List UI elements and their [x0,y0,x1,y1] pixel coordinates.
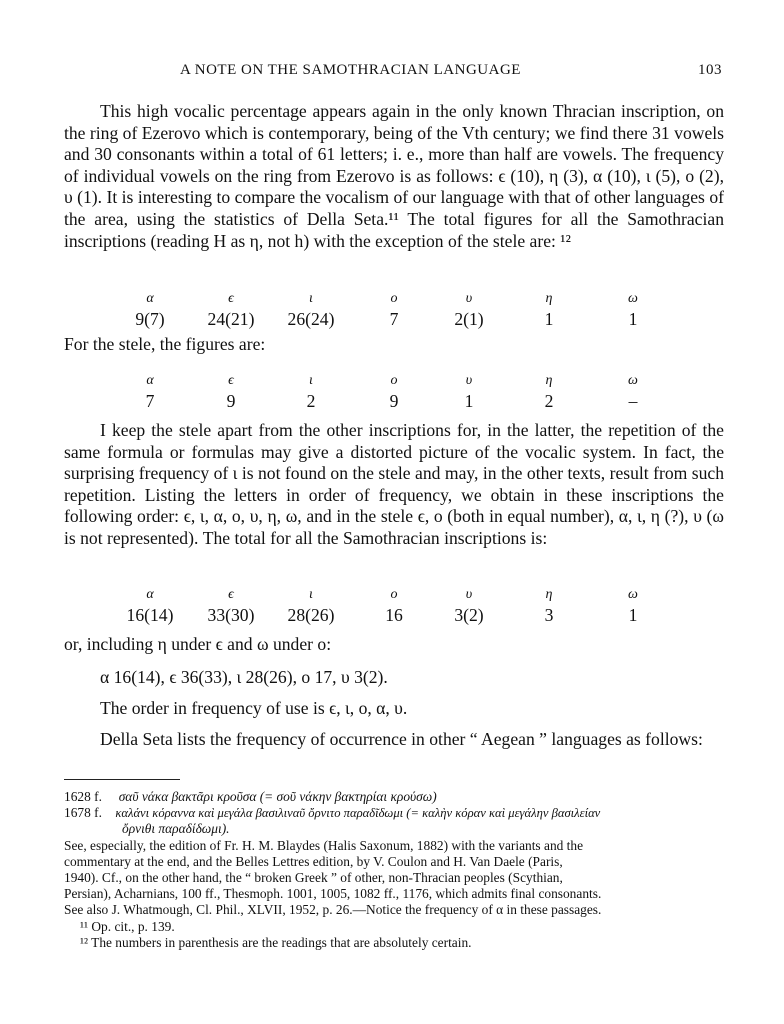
table-cell: 2(1) [454,309,484,329]
footnote-12: ¹² The numbers in parenthesis are the readings that are absolutely certain. [80,934,472,950]
table-cell: 26(24) [287,309,335,329]
table-cell: 9 [389,391,399,411]
footnote-text-line: 1940). Cf., on the other hand, the “ broken Greek ” of other, non-Thracian peoples (Scythian, [64,870,563,886]
table-cell: η [545,587,553,602]
footnote-text-line: See also J. Whatmough, Cl. Phil., XLVII, 1952, p. 26.—Notice the frequency of α in these passages. [64,902,602,918]
table-cell: 28(26) [287,605,335,625]
footnote-text-line: commentary at the end, and the Belles Lettres edition, by V. Coulon and H. Van Daele (Paris, [64,853,563,869]
table-cell: υ [465,291,473,306]
vowel-count-row [64,605,724,627]
paragraph-aegean: Della Seta lists the frequency of occurrence in other “ Aegean ” languages as follows: [100,729,703,749]
table-cell: α [146,373,154,388]
vowel-table-total [64,583,724,627]
footnote-ref-1628 [64,789,728,805]
vowel-table-stele [64,369,724,413]
footnote-ref-label: 1678 f. [64,805,102,821]
table-cell: υ [465,587,473,602]
table-cell: 16 [385,605,403,625]
table-cell: 9(7) [135,309,165,329]
table-cell: ο [390,291,398,306]
greek-quotation: σαῦ νάκα βακτᾶρι κροῦσα (= σοῦ νάκην βακτηρίαι κρούσω) [118,789,437,804]
page-number: 103 [698,62,722,78]
vowel-letter-row [64,287,724,309]
table-cell: 2 [306,391,316,411]
vowel-count-row [64,309,724,331]
table-cell: 9 [226,391,236,411]
table-cell: 7 [145,391,155,411]
table-cell: 1 [628,605,638,625]
table-cell: ι [309,587,313,602]
table-cell: ω [628,291,638,306]
table-cell: 33(30) [207,605,255,625]
table-cell: 3(2) [454,605,484,625]
footnote-text-line: Persian), Acharnians, 100 ff., Thesmoph. 1001, 1005, 1082 ff., 1176, which admits final consonants. [64,886,602,902]
table-cell: υ [465,373,473,388]
table-cell: ω [628,373,638,388]
table-cell: – [628,391,638,411]
combined-totals-line: α 16(14), ϵ 36(33), ι 28(26), ο 17, υ 3(2). [100,667,388,687]
footnote-rule [64,779,180,780]
footnote-11: ¹¹ Op. cit., p. 139. [80,918,175,934]
table-cell: ϵ [228,587,234,602]
table-cell: 16(14) [126,605,174,625]
table-cell: 1 [544,309,554,329]
footnote-text-line: See, especially, the edition of Fr. H. M. Blaydes (Halis Saxonum, 1882) with the variants and the [64,837,584,853]
order-of-frequency-line: The order in frequency of use is ϵ, ι, ο, α, υ. [100,698,408,718]
footnote-ref-label: 1628 f. [64,789,102,804]
table-cell: ο [390,373,398,388]
running-title: A NOTE ON THE SAMOTHRACIAN LANGUAGE [180,62,521,78]
table-cell: ϵ [228,291,234,306]
table-cell: α [146,291,154,306]
footnote-block [64,789,728,951]
table-cell: η [545,373,553,388]
vowel-table-all-inscriptions [64,287,724,331]
table-cell: 7 [389,309,399,329]
footnote-ref-1678-continued [64,821,728,837]
vowel-count-row [64,391,724,413]
running-header [0,62,784,84]
paragraph-ezerovo: This high vocalic percentage appears again in the only known Thracian inscription, on the ring of Ezerovo which is contemporary, being of the Vth century; we find there 31 vowels and 30 consonants within a total of 61 letters; i. e., more than half are vowels. The frequency of individual vowels on the ring from Ezerovo is as follows: ϵ (10), η (3), α (10), ι (5), ο (2), υ (1). It is interesting to compare the vocalism of our language with that of other languages of the area, using the statistics of Della Seta.¹¹ The total figures for all the Samothracian inscriptions (reading H as η, not h) with the exception of the stele are: ¹² [64,101,724,251]
paragraph-stele-apart: I keep the stele apart from the other inscriptions for, in the latter, the repetition of the same formula or formulas may give a distorted picture of the vocalic system. In fact, the surprising frequency of ι is not found on the stele and may, in the other texts, result from such repetition. Listing the letters in order of frequency, we obtain in these inscriptions the following order: ϵ, ι, α, ο, υ, η, ω, and in the stele ϵ, ο (both in equal number), α, ι, η (?), υ (ω is not represented). The total for all the Samothracian inscriptions is: [64,420,724,548]
table-cell: 1 [464,391,474,411]
table-cell: 3 [544,605,554,625]
table-cell: 24(21) [207,309,255,329]
table-cell: 1 [628,309,638,329]
greek-quotation: ὄρνιθι παραδίδωμι). [122,821,230,837]
vowel-letter-row [64,369,724,391]
table-cell: 2 [544,391,554,411]
table-cell: ϵ [228,373,234,388]
stele-intro: For the stele, the figures are: [64,334,266,354]
table-cell: ι [309,373,313,388]
table-cell: ο [390,587,398,602]
table-cell: α [146,587,154,602]
vowel-letter-row [64,583,724,605]
table-cell: η [545,291,553,306]
greek-quotation: καλάνι κόραννα καὶ μεγάλα βασιλιναῦ ὄρνιτο παραδῖδωμι (= καλὴν κόραν καὶ μεγάλην βασιλείαν [115,806,601,821]
footnote-ref-1678 [64,805,728,821]
including-line: or, including η under ϵ and ω under ο: [64,634,332,654]
table-cell: ω [628,587,638,602]
table-cell: ι [309,291,313,306]
